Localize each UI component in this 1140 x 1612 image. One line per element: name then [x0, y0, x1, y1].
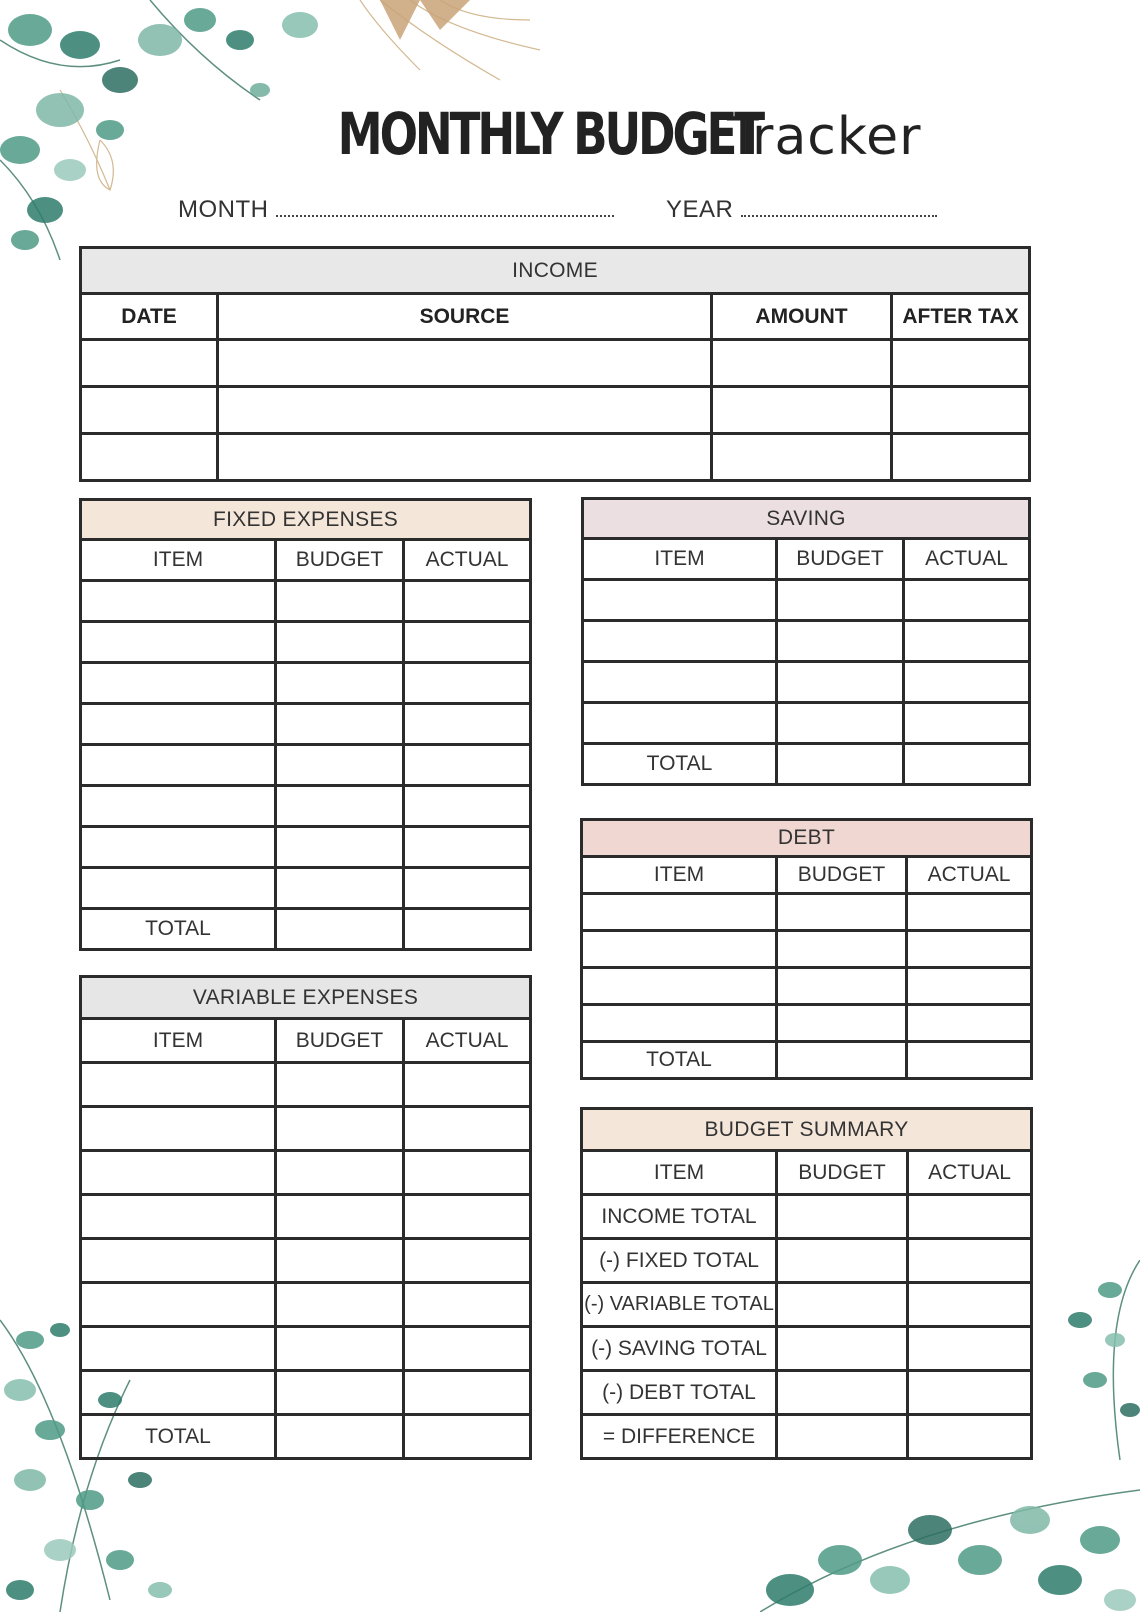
table-cell[interactable]	[81, 786, 276, 827]
debt-col-budget: BUDGET	[777, 857, 907, 894]
table-cell[interactable]	[404, 1327, 531, 1371]
table-cell[interactable]	[712, 340, 892, 387]
eucalyptus-right-decoration	[1040, 1260, 1140, 1460]
table-cell[interactable]	[276, 827, 404, 868]
table-cell[interactable]	[777, 1195, 908, 1239]
title-light: Tracker	[726, 107, 922, 167]
table-cell[interactable]	[404, 1239, 531, 1283]
income-title: INCOME	[81, 248, 1030, 294]
table-cell[interactable]	[777, 1239, 908, 1283]
table-cell[interactable]	[777, 931, 907, 968]
table-cell[interactable]	[908, 1195, 1032, 1239]
table-cell[interactable]	[81, 434, 218, 481]
fixed-col-item: ITEM	[81, 540, 276, 581]
month-field[interactable]	[178, 196, 614, 224]
table-cell[interactable]	[777, 580, 904, 621]
table-cell[interactable]	[81, 704, 276, 745]
table-cell[interactable]	[777, 1327, 908, 1371]
table-cell[interactable]	[81, 663, 276, 704]
summary-row	[582, 1239, 1032, 1283]
variable-col-item: ITEM	[81, 1019, 276, 1063]
table-cell[interactable]	[907, 894, 1032, 931]
saving-table	[581, 497, 1031, 786]
total-row	[583, 744, 1030, 785]
month-input-line[interactable]	[276, 215, 614, 217]
table-cell[interactable]	[404, 868, 531, 909]
income-table	[79, 246, 1031, 482]
table-cell[interactable]	[276, 704, 404, 745]
table-cell[interactable]	[777, 1005, 907, 1042]
table-cell[interactable]	[276, 622, 404, 663]
total-row	[81, 1415, 531, 1459]
table-row	[583, 703, 1030, 744]
table-cell[interactable]	[582, 894, 777, 931]
table-cell[interactable]	[892, 434, 1030, 481]
table-row	[81, 745, 531, 786]
income-col-date: DATE	[81, 294, 218, 340]
table-row	[81, 1239, 531, 1283]
income-col-after-tax: AFTER TAX	[892, 294, 1030, 340]
table-cell[interactable]	[908, 1239, 1032, 1283]
debt-col-item: ITEM	[582, 857, 777, 894]
table-cell[interactable]	[777, 968, 907, 1005]
fixed-total-label: TOTAL	[81, 909, 276, 950]
debt-table	[580, 818, 1033, 1080]
summary-row	[582, 1327, 1032, 1371]
summary-row	[582, 1195, 1032, 1239]
summary-fixed-total-label: (-) FIXED TOTAL	[582, 1239, 777, 1283]
table-row	[81, 1283, 531, 1327]
month-label: MONTH	[178, 196, 269, 223]
table-cell[interactable]	[81, 1151, 276, 1195]
table-cell[interactable]	[892, 340, 1030, 387]
table-cell[interactable]	[218, 340, 712, 387]
table-cell[interactable]	[276, 1327, 404, 1371]
table-row	[81, 434, 1030, 481]
table-cell[interactable]	[777, 703, 904, 744]
saving-title: SAVING	[583, 499, 1030, 539]
table-row	[81, 868, 531, 909]
table-cell[interactable]	[583, 580, 777, 621]
total-row	[582, 1042, 1032, 1079]
table-cell[interactable]	[908, 1283, 1032, 1327]
page-title	[0, 100, 1140, 168]
table-cell[interactable]	[583, 703, 777, 744]
fixed-expenses-table	[79, 498, 532, 951]
table-cell[interactable]	[907, 1005, 1032, 1042]
table-cell[interactable]	[712, 434, 892, 481]
table-cell[interactable]	[81, 868, 276, 909]
table-row	[582, 968, 1032, 1005]
saving-col-item: ITEM	[583, 539, 777, 580]
table-cell[interactable]	[908, 1415, 1032, 1459]
summary-col-budget: BUDGET	[777, 1151, 908, 1195]
variable-col-budget: BUDGET	[276, 1019, 404, 1063]
table-row	[583, 662, 1030, 703]
table-cell[interactable]	[81, 1327, 276, 1371]
table-row	[583, 621, 1030, 662]
table-cell[interactable]	[276, 1107, 404, 1151]
table-row	[81, 622, 531, 663]
table-cell[interactable]	[404, 1107, 531, 1151]
table-cell[interactable]	[404, 1195, 531, 1239]
table-row	[81, 1107, 531, 1151]
table-cell[interactable]	[218, 434, 712, 481]
table-cell[interactable]	[81, 827, 276, 868]
table-cell[interactable]	[777, 1042, 907, 1079]
table-cell[interactable]	[404, 622, 531, 663]
income-col-source: SOURCE	[218, 294, 712, 340]
table-cell[interactable]	[908, 1371, 1032, 1415]
table-row	[81, 1151, 531, 1195]
table-cell[interactable]	[404, 1063, 531, 1107]
table-cell[interactable]	[218, 387, 712, 434]
table-cell[interactable]	[276, 663, 404, 704]
table-cell[interactable]	[276, 909, 404, 950]
summary-row	[582, 1283, 1032, 1327]
table-cell[interactable]	[583, 621, 777, 662]
table-cell[interactable]	[81, 1107, 276, 1151]
debt-total-label: TOTAL	[582, 1042, 777, 1079]
table-cell[interactable]	[276, 1415, 404, 1459]
table-cell[interactable]	[276, 1239, 404, 1283]
table-cell[interactable]	[276, 1283, 404, 1327]
table-cell[interactable]	[276, 581, 404, 622]
summary-difference-label: = DIFFERENCE	[582, 1415, 777, 1459]
table-cell[interactable]	[582, 931, 777, 968]
table-cell[interactable]	[276, 1063, 404, 1107]
table-cell[interactable]	[908, 1327, 1032, 1371]
fixed-title: FIXED EXPENSES	[81, 500, 531, 540]
table-cell[interactable]	[904, 744, 1030, 785]
table-cell[interactable]	[81, 1371, 276, 1415]
table-cell[interactable]	[907, 968, 1032, 1005]
table-cell[interactable]	[777, 1371, 908, 1415]
table-row	[81, 1327, 531, 1371]
year-input-line[interactable]	[741, 215, 937, 217]
table-row	[582, 1005, 1032, 1042]
variable-title: VARIABLE EXPENSES	[81, 977, 531, 1019]
table-cell[interactable]	[81, 1283, 276, 1327]
table-cell[interactable]	[582, 968, 777, 1005]
table-row	[81, 581, 531, 622]
table-cell[interactable]	[81, 387, 218, 434]
table-cell[interactable]	[404, 581, 531, 622]
title-bold: MONTHLY BUDGET	[338, 100, 763, 168]
summary-income-total-label: INCOME TOTAL	[582, 1195, 777, 1239]
saving-total-label: TOTAL	[583, 744, 777, 785]
table-row	[81, 704, 531, 745]
summary-debt-total-label: (-) DEBT TOTAL	[582, 1371, 777, 1415]
summary-saving-total-label: (-) SAVING TOTAL	[582, 1327, 777, 1371]
table-cell[interactable]	[81, 1239, 276, 1283]
table-cell[interactable]	[583, 662, 777, 703]
table-row	[582, 894, 1032, 931]
table-row	[81, 340, 1030, 387]
table-cell[interactable]	[892, 387, 1030, 434]
table-cell[interactable]	[81, 622, 276, 663]
table-cell[interactable]	[582, 1005, 777, 1042]
table-cell[interactable]	[81, 340, 218, 387]
table-cell[interactable]	[904, 703, 1030, 744]
table-cell[interactable]	[404, 1151, 531, 1195]
table-cell[interactable]	[777, 744, 904, 785]
income-col-amount: AMOUNT	[712, 294, 892, 340]
table-row	[583, 580, 1030, 621]
summary-row	[582, 1371, 1032, 1415]
table-cell[interactable]	[404, 1415, 531, 1459]
table-cell[interactable]	[81, 1195, 276, 1239]
table-cell[interactable]	[904, 662, 1030, 703]
table-cell[interactable]	[276, 1371, 404, 1415]
total-row	[81, 909, 531, 950]
table-row	[81, 786, 531, 827]
table-row	[81, 387, 1030, 434]
table-cell[interactable]	[404, 827, 531, 868]
table-cell[interactable]	[404, 1283, 531, 1327]
table-cell[interactable]	[81, 745, 276, 786]
variable-expenses-table	[79, 975, 532, 1460]
table-cell[interactable]	[81, 581, 276, 622]
debt-col-actual: ACTUAL	[907, 857, 1032, 894]
table-cell[interactable]	[907, 1042, 1032, 1079]
summary-variable-total-label: (-) VARIABLE TOTAL	[582, 1283, 777, 1327]
table-cell[interactable]	[907, 931, 1032, 968]
summary-col-item: ITEM	[582, 1151, 777, 1195]
budget-summary-table	[580, 1107, 1033, 1460]
table-cell[interactable]	[904, 621, 1030, 662]
table-row	[582, 931, 1032, 968]
saving-col-budget: BUDGET	[777, 539, 904, 580]
summary-col-actual: ACTUAL	[908, 1151, 1032, 1195]
table-cell[interactable]	[276, 745, 404, 786]
table-cell[interactable]	[777, 1415, 908, 1459]
summary-row	[582, 1415, 1032, 1459]
table-row	[81, 1371, 531, 1415]
table-cell[interactable]	[276, 868, 404, 909]
summary-title: BUDGET SUMMARY	[582, 1109, 1032, 1151]
year-field[interactable]	[666, 196, 937, 224]
year-label: YEAR	[666, 196, 734, 223]
table-row	[81, 1063, 531, 1107]
table-row	[81, 827, 531, 868]
table-cell[interactable]	[276, 1195, 404, 1239]
variable-col-actual: ACTUAL	[404, 1019, 531, 1063]
table-row	[81, 1195, 531, 1239]
table-cell[interactable]	[404, 909, 531, 950]
table-cell[interactable]	[777, 662, 904, 703]
table-cell[interactable]	[404, 745, 531, 786]
debt-title: DEBT	[582, 820, 1032, 857]
table-cell[interactable]	[777, 894, 907, 931]
saving-col-actual: ACTUAL	[904, 539, 1030, 580]
table-cell[interactable]	[276, 786, 404, 827]
table-cell[interactable]	[904, 580, 1030, 621]
table-cell[interactable]	[712, 387, 892, 434]
eucalyptus-bottom-right-decoration	[760, 1460, 1140, 1612]
fixed-col-budget: BUDGET	[276, 540, 404, 581]
table-cell[interactable]	[404, 663, 531, 704]
table-cell[interactable]	[777, 621, 904, 662]
table-cell[interactable]	[276, 1151, 404, 1195]
table-cell[interactable]	[777, 1283, 908, 1327]
variable-total-label: TOTAL	[81, 1415, 276, 1459]
table-cell[interactable]	[404, 1371, 531, 1415]
table-cell[interactable]	[404, 786, 531, 827]
table-cell[interactable]	[404, 704, 531, 745]
table-row	[81, 663, 531, 704]
fixed-col-actual: ACTUAL	[404, 540, 531, 581]
table-cell[interactable]	[81, 1063, 276, 1107]
